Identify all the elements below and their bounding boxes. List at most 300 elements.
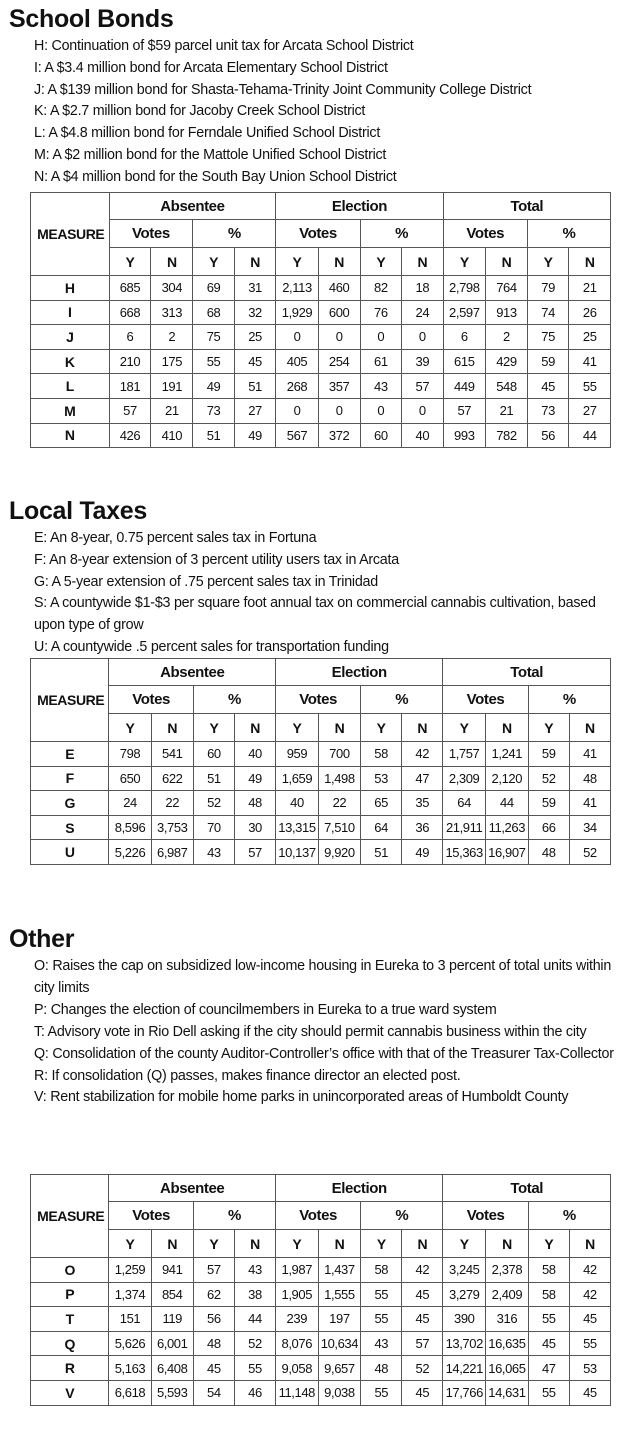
vote-cell: 42: [402, 742, 443, 767]
vote-cell: 39: [402, 349, 444, 374]
vote-cell: 55: [361, 1380, 402, 1405]
vote-cell: 959: [276, 742, 319, 767]
vote-cell: 25: [234, 325, 276, 350]
measure-description: V: Rent stabilization for mobile home parks in unincorporated areas of Humboldt County: [34, 1089, 569, 1106]
sub-header: %: [527, 220, 610, 248]
vote-cell: 15,363: [443, 840, 486, 865]
vote-cell: 17,766: [443, 1380, 486, 1405]
vote-cell: 782: [486, 423, 528, 448]
vote-cell: 55: [234, 1356, 275, 1381]
sub-header: Votes: [276, 220, 360, 248]
table-row: [31, 374, 611, 399]
table-row: [31, 1258, 611, 1283]
vote-cell: 0: [318, 325, 360, 350]
vote-cell: 53: [569, 1356, 610, 1381]
sub-header: %: [361, 1202, 443, 1230]
vote-cell: 45: [569, 1307, 610, 1332]
vote-cell: 0: [402, 325, 444, 350]
vote-cell: 2,378: [486, 1258, 529, 1283]
vote-cell: 41: [569, 742, 610, 767]
vote-cell: 1,241: [485, 742, 528, 767]
vote-cell: 10,634: [318, 1331, 361, 1356]
vote-cell: 79: [527, 276, 569, 301]
vote-cell: 61: [360, 349, 402, 374]
vote-cell: 59: [528, 791, 569, 816]
table-row: [31, 300, 611, 325]
vote-cell: 191: [151, 374, 193, 399]
vote-cell: 21: [486, 398, 528, 423]
yn-header: N: [151, 714, 193, 742]
vote-cell: 622: [151, 766, 193, 791]
sub-header: Votes: [443, 686, 528, 714]
vote-cell: 66: [528, 815, 569, 840]
vote-cell: 1,929: [276, 300, 318, 325]
vote-cell: 44: [234, 1307, 275, 1332]
vote-cell: 5,226: [109, 840, 151, 865]
vote-cell: 75: [527, 325, 569, 350]
vote-cell: 541: [151, 742, 193, 767]
vote-cell: 1,374: [109, 1282, 151, 1307]
header-row: [31, 1230, 611, 1258]
results-table: [30, 192, 611, 448]
vote-cell: 0: [360, 398, 402, 423]
vote-cell: 45: [402, 1282, 443, 1307]
measure-description: G: A 5-year extension of .75 percent sales tax in Trinidad: [34, 573, 378, 590]
vote-cell: 42: [569, 1258, 610, 1283]
yn-header: Y: [360, 248, 402, 276]
measure-letter: J: [31, 325, 110, 350]
vote-cell: 22: [318, 791, 360, 816]
vote-cell: 48: [528, 840, 569, 865]
table-row: [31, 276, 611, 301]
vote-cell: 58: [528, 1258, 569, 1283]
measure-letter: M: [31, 398, 110, 423]
vote-cell: 64: [361, 815, 402, 840]
vote-cell: 25: [569, 325, 611, 350]
group-header: Absentee: [109, 193, 276, 220]
sub-header: Votes: [275, 1202, 360, 1230]
vote-cell: 14,221: [443, 1356, 486, 1381]
vote-cell: 31: [234, 276, 276, 301]
measure-letter: S: [31, 815, 109, 840]
measure-letter: Q: [31, 1331, 109, 1356]
vote-cell: 2,597: [443, 300, 485, 325]
vote-cell: 700: [318, 742, 360, 767]
vote-cell: 47: [528, 1356, 569, 1381]
vote-cell: 6,987: [151, 840, 193, 865]
vote-cell: 449: [443, 374, 485, 399]
measure-header: MEASURE: [31, 193, 110, 276]
vote-cell: 798: [109, 742, 151, 767]
vote-cell: 24: [109, 791, 151, 816]
vote-cell: 70: [193, 815, 234, 840]
vote-cell: 68: [193, 300, 235, 325]
sub-header: %: [360, 220, 443, 248]
vote-cell: 46: [234, 1380, 275, 1405]
vote-cell: 55: [569, 374, 611, 399]
table-row: [31, 1282, 611, 1307]
sub-header: Votes: [443, 1202, 528, 1230]
yn-header: Y: [528, 714, 569, 742]
vote-cell: 5,626: [109, 1331, 151, 1356]
vote-cell: 426: [109, 423, 151, 448]
measure-letter: F: [31, 766, 109, 791]
vote-cell: 16,907: [485, 840, 528, 865]
header-row: [31, 659, 611, 686]
vote-cell: 35: [402, 791, 443, 816]
sub-header: Votes: [109, 1202, 193, 1230]
vote-cell: 58: [528, 1282, 569, 1307]
yn-header: N: [486, 248, 528, 276]
group-header: Total: [443, 1175, 611, 1202]
vote-cell: 55: [528, 1380, 569, 1405]
measure-letter: P: [31, 1282, 109, 1307]
vote-cell: 6,408: [151, 1356, 193, 1381]
vote-cell: 357: [318, 374, 360, 399]
vote-cell: 57: [402, 374, 444, 399]
vote-cell: 40: [235, 742, 276, 767]
vote-cell: 429: [486, 349, 528, 374]
vote-cell: 55: [528, 1307, 569, 1332]
vote-cell: 52: [569, 840, 610, 865]
yn-header: N: [318, 248, 360, 276]
vote-cell: 181: [109, 374, 151, 399]
vote-cell: 1,987: [275, 1258, 318, 1283]
vote-cell: 27: [569, 398, 611, 423]
vote-cell: 6,618: [109, 1380, 151, 1405]
yn-header: N: [569, 714, 610, 742]
vote-cell: 460: [318, 276, 360, 301]
vote-cell: 151: [109, 1307, 151, 1332]
vote-cell: 45: [193, 1356, 234, 1381]
vote-cell: 76: [360, 300, 402, 325]
yn-header: Y: [193, 1230, 234, 1258]
vote-cell: 44: [485, 791, 528, 816]
measure-description: L: A $4.8 million bond for Ferndale Unified School District: [34, 125, 381, 142]
vote-cell: 16,635: [486, 1331, 529, 1356]
measure-description: Q: Consolidation of the county Auditor-Controller’s office with that of the Treasurer Tax-Collector: [34, 1045, 614, 1062]
vote-cell: 52: [234, 1331, 275, 1356]
vote-cell: 268: [276, 374, 318, 399]
vote-cell: 9,657: [318, 1356, 361, 1381]
vote-cell: 239: [275, 1307, 318, 1332]
measure-description: K: A $2.7 million bond for Jacoby Creek School District: [34, 103, 366, 120]
measure-letter: V: [31, 1380, 109, 1405]
sub-header: %: [528, 686, 610, 714]
yn-header: Y: [443, 248, 485, 276]
table-row: [31, 766, 611, 791]
table-row: [31, 349, 611, 374]
sub-header: Votes: [276, 686, 361, 714]
vote-cell: 410: [151, 423, 193, 448]
vote-cell: 24: [402, 300, 444, 325]
sub-header: Votes: [109, 220, 193, 248]
section: [0, 926, 620, 1435]
yn-header: N: [234, 248, 276, 276]
vote-cell: 27: [234, 398, 276, 423]
vote-cell: 82: [360, 276, 402, 301]
vote-cell: 913: [486, 300, 528, 325]
vote-cell: 119: [151, 1307, 193, 1332]
vote-cell: 615: [443, 349, 485, 374]
yn-header: Y: [527, 248, 569, 276]
vote-cell: 32: [234, 300, 276, 325]
table-row: [31, 325, 611, 350]
vote-cell: 304: [151, 276, 193, 301]
vote-cell: 1,905: [275, 1282, 318, 1307]
vote-cell: 59: [528, 742, 569, 767]
vote-cell: 41: [569, 791, 610, 816]
vote-cell: 48: [193, 1331, 234, 1356]
group-header: Absentee: [109, 659, 276, 686]
yn-header: Y: [193, 248, 235, 276]
header-row: [31, 686, 611, 714]
table-row: [31, 398, 611, 423]
vote-cell: 40: [402, 423, 444, 448]
vote-cell: 55: [361, 1307, 402, 1332]
vote-cell: 548: [486, 374, 528, 399]
measure-description: S: A countywide $1-$3 per square foot annual tax on commercial cannabis cultivation, based upon type of grow: [34, 595, 596, 634]
vote-cell: 51: [193, 766, 234, 791]
vote-cell: 21: [151, 398, 193, 423]
vote-cell: 21: [569, 276, 611, 301]
vote-cell: 43: [361, 1331, 402, 1356]
vote-cell: 1,498: [318, 766, 360, 791]
group-header: Election: [276, 193, 443, 220]
vote-cell: 48: [235, 791, 276, 816]
vote-cell: 55: [361, 1282, 402, 1307]
vote-cell: 43: [234, 1258, 275, 1283]
vote-cell: 2,113: [276, 276, 318, 301]
vote-cell: 175: [151, 349, 193, 374]
vote-cell: 941: [151, 1258, 193, 1283]
vote-cell: 405: [276, 349, 318, 374]
vote-cell: 49: [402, 840, 443, 865]
vote-cell: 60: [360, 423, 402, 448]
measure-letter: E: [31, 742, 109, 767]
measure-description: O: Raises the cap on subsidized low-income housing in Eureka to 3 percent of total units within city limits: [34, 958, 612, 996]
vote-cell: 8,596: [109, 815, 151, 840]
measure-letter: K: [31, 349, 110, 374]
vote-cell: 75: [193, 325, 235, 350]
yn-header: N: [151, 248, 193, 276]
measure-description: M: A $2 million bond for the Mattole Unified School District: [34, 146, 387, 163]
measure-description: N: A $4 million bond for the South Bay Union School District: [34, 168, 397, 185]
results-table: [30, 658, 611, 865]
measure-header: MEASURE: [31, 659, 109, 742]
vote-cell: 57: [193, 1258, 234, 1283]
section-title: School Bonds: [9, 5, 174, 33]
vote-cell: 254: [318, 349, 360, 374]
vote-cell: 1,659: [276, 766, 319, 791]
vote-cell: 53: [361, 766, 402, 791]
vote-cell: 73: [193, 398, 235, 423]
yn-header: N: [485, 714, 528, 742]
vote-cell: 2: [486, 325, 528, 350]
vote-cell: 44: [569, 423, 611, 448]
vote-cell: 55: [193, 349, 235, 374]
yn-header: Y: [443, 1230, 486, 1258]
vote-cell: 6: [109, 325, 151, 350]
vote-cell: 764: [486, 276, 528, 301]
vote-cell: 3,279: [443, 1282, 486, 1307]
vote-cell: 21,911: [443, 815, 486, 840]
measure-description: H: Continuation of $59 parcel unit tax for Arcata School District: [34, 38, 414, 54]
vote-cell: 45: [527, 374, 569, 399]
section-title: Local Taxes: [9, 497, 147, 525]
vote-cell: 43: [193, 840, 234, 865]
group-header: Absentee: [109, 1175, 276, 1202]
vote-cell: 54: [193, 1380, 234, 1405]
vote-cell: 10,137: [276, 840, 319, 865]
vote-cell: 6: [443, 325, 485, 350]
vote-cell: 8,076: [275, 1331, 318, 1356]
vote-cell: 1,437: [318, 1258, 361, 1283]
table-row: [31, 1356, 611, 1381]
yn-header: Y: [361, 1230, 402, 1258]
sub-header: %: [193, 686, 275, 714]
vote-cell: 57: [402, 1331, 443, 1356]
sub-header: %: [193, 220, 276, 248]
vote-cell: 42: [569, 1282, 610, 1307]
header-row: [31, 193, 611, 220]
vote-cell: 5,163: [109, 1356, 151, 1381]
vote-cell: 1,757: [443, 742, 486, 767]
vote-cell: 56: [193, 1307, 234, 1332]
group-header: Election: [276, 659, 443, 686]
vote-cell: 0: [402, 398, 444, 423]
header-row: [31, 248, 611, 276]
vote-cell: 51: [234, 374, 276, 399]
vote-cell: 14,631: [486, 1380, 529, 1405]
vote-cell: 43: [360, 374, 402, 399]
vote-cell: 45: [234, 349, 276, 374]
vote-cell: 45: [402, 1307, 443, 1332]
vote-cell: 30: [235, 815, 276, 840]
vote-cell: 993: [443, 423, 485, 448]
measure-letter: T: [31, 1307, 109, 1332]
vote-cell: 49: [234, 423, 276, 448]
measure-letter: L: [31, 374, 110, 399]
vote-cell: 685: [109, 276, 151, 301]
vote-cell: 0: [276, 325, 318, 350]
vote-cell: 57: [109, 398, 151, 423]
group-header: Total: [443, 659, 611, 686]
vote-cell: 9,038: [318, 1380, 361, 1405]
yn-header: N: [234, 1230, 275, 1258]
vote-cell: 2,309: [443, 766, 486, 791]
vote-cell: 0: [360, 325, 402, 350]
section: [0, 6, 620, 478]
measure-letter: N: [31, 423, 110, 448]
yn-header: N: [402, 714, 443, 742]
header-row: [31, 1202, 611, 1230]
header-row: [31, 220, 611, 248]
vote-cell: 567: [276, 423, 318, 448]
vote-cell: 45: [528, 1331, 569, 1356]
vote-cell: 210: [109, 349, 151, 374]
vote-cell: 26: [569, 300, 611, 325]
yn-header: Y: [528, 1230, 569, 1258]
vote-cell: 48: [569, 766, 610, 791]
vote-cell: 60: [193, 742, 234, 767]
vote-cell: 313: [151, 300, 193, 325]
vote-cell: 51: [361, 840, 402, 865]
vote-cell: 52: [402, 1356, 443, 1381]
vote-cell: 3,245: [443, 1258, 486, 1283]
sub-header: Votes: [109, 686, 193, 714]
results-table: [30, 1174, 611, 1406]
yn-header: Y: [109, 248, 151, 276]
measure-description: J: A $139 million bond for Shasta-Tehama-Trinity Joint Community College District: [34, 81, 532, 98]
measure-letter: U: [31, 840, 109, 865]
vote-cell: 62: [193, 1282, 234, 1307]
measure-descriptions: [34, 528, 614, 659]
vote-cell: 55: [569, 1331, 610, 1356]
vote-cell: 16,065: [486, 1356, 529, 1381]
table-row: [31, 1307, 611, 1332]
table-row: [31, 791, 611, 816]
table-row: [31, 742, 611, 767]
vote-cell: 5,593: [151, 1380, 193, 1405]
vote-cell: 45: [569, 1380, 610, 1405]
measure-description: F: An 8-year extension of 3 percent utility users tax in Arcata: [34, 551, 399, 568]
vote-cell: 650: [109, 766, 151, 791]
measure-letter: G: [31, 791, 109, 816]
vote-cell: 22: [151, 791, 193, 816]
yn-header: N: [569, 248, 611, 276]
vote-cell: 6,001: [151, 1331, 193, 1356]
vote-cell: 9,920: [318, 840, 360, 865]
vote-cell: 7,510: [318, 815, 360, 840]
vote-cell: 9,058: [275, 1356, 318, 1381]
yn-header: Y: [109, 714, 151, 742]
yn-header: N: [235, 714, 276, 742]
yn-header: N: [318, 1230, 361, 1258]
vote-cell: 2,409: [486, 1282, 529, 1307]
vote-cell: 45: [402, 1380, 443, 1405]
vote-cell: 1,259: [109, 1258, 151, 1283]
table-row: [31, 1331, 611, 1356]
vote-cell: 600: [318, 300, 360, 325]
table-row: [31, 1380, 611, 1405]
section: [0, 498, 620, 894]
vote-cell: 0: [318, 398, 360, 423]
vote-cell: 668: [109, 300, 151, 325]
vote-cell: 13,702: [443, 1331, 486, 1356]
yn-header: Y: [109, 1230, 151, 1258]
measure-descriptions: [34, 36, 614, 189]
yn-header: Y: [276, 248, 318, 276]
yn-header: Y: [443, 714, 486, 742]
table-row: [31, 815, 611, 840]
group-header: Election: [275, 1175, 442, 1202]
vote-cell: 854: [151, 1282, 193, 1307]
vote-cell: 390: [443, 1307, 486, 1332]
measure-description: T: Advisory vote in Rio Dell asking if the city should permit cannabis business within the city: [34, 1023, 587, 1040]
vote-cell: 316: [486, 1307, 529, 1332]
measure-header: MEASURE: [31, 1175, 109, 1258]
yn-header: N: [402, 248, 444, 276]
table-row: [31, 840, 611, 865]
yn-header: Y: [276, 714, 319, 742]
vote-cell: 59: [527, 349, 569, 374]
vote-cell: 49: [235, 766, 276, 791]
measure-description: R: If consolidation (Q) passes, makes finance director an elected post.: [34, 1067, 461, 1084]
vote-cell: 57: [443, 398, 485, 423]
measure-letter: H: [31, 276, 110, 301]
header-row: [31, 714, 611, 742]
